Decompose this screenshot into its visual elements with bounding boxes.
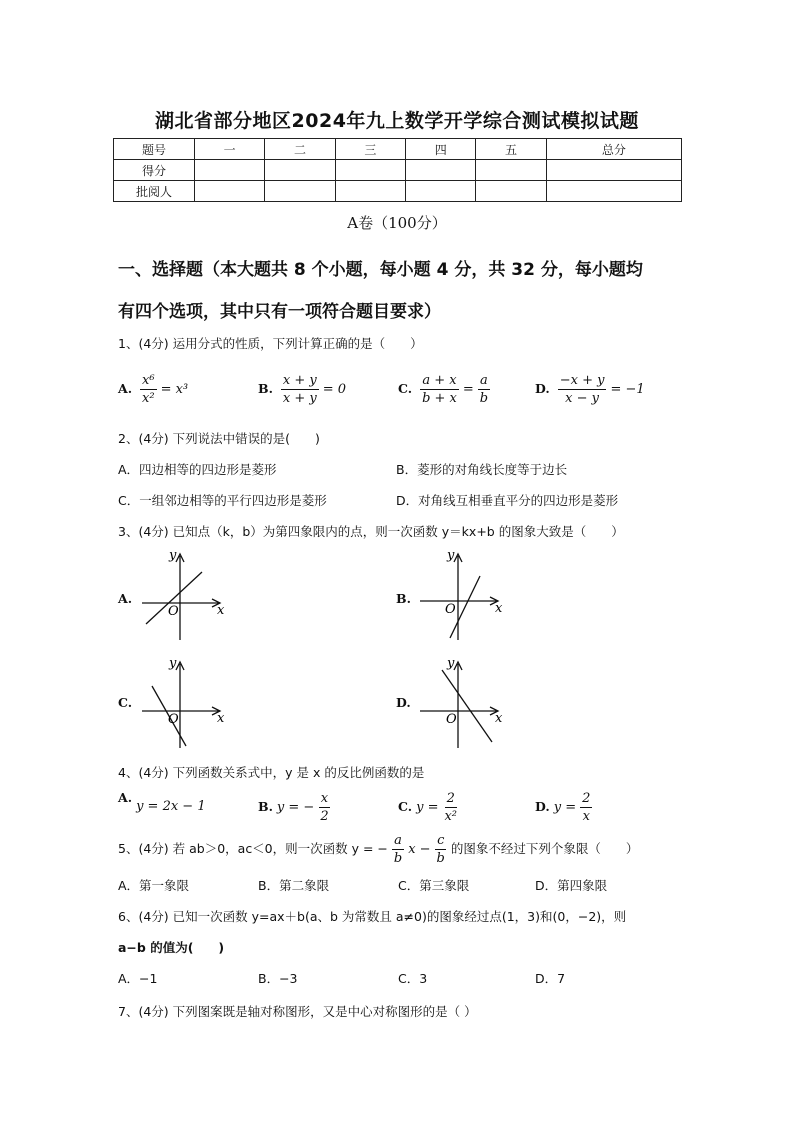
- score-cell[interactable]: [335, 160, 405, 181]
- score-table: [113, 138, 682, 202]
- q2-option-d[interactable]: D．对角线互相垂直平分的四边形是菱形: [396, 493, 619, 508]
- part1-title-cont: 有四个选项，其中只有一项符合题目要求）: [118, 302, 441, 322]
- score-row-label: 批阅人: [114, 181, 195, 202]
- fraction: $\frac{a + x}{b + x}$: [422, 373, 457, 406]
- q3-graph-d: [418, 656, 508, 748]
- q4-option-d[interactable]: D. y = $\frac{2}{x}$: [535, 791, 591, 824]
- q1-option-d[interactable]: [535, 372, 645, 407]
- q6-option-b[interactable]: B．−3: [258, 971, 298, 986]
- fraction: $\frac{\text{x⁶}}{\text{x²}}$: [142, 373, 155, 406]
- score-cell[interactable]: [546, 160, 681, 181]
- q1-option-a[interactable]: [118, 372, 188, 407]
- fraction: $\frac{a}{b}$: [479, 373, 489, 406]
- y-label: y: [169, 548, 177, 563]
- expression: = 0: [322, 382, 347, 397]
- score-cell[interactable]: [335, 181, 405, 202]
- score-cell[interactable]: [195, 160, 265, 181]
- q6-stem: 6、(4分) 已知一次函数 y=ax＋b(a、b 为常数且 a≠0)的图象经过点(1，3)和(0，−2)，则: [118, 909, 627, 924]
- score-cell[interactable]: [406, 160, 476, 181]
- score-table-row: [114, 160, 682, 181]
- q4-option-b[interactable]: B. y = − $\frac{x}{2}$: [258, 791, 329, 824]
- expression: = −1: [610, 382, 645, 397]
- svg-text:O: O: [168, 712, 179, 727]
- q3-option-a[interactable]: [118, 591, 136, 606]
- q3-graph-a: [140, 548, 230, 640]
- score-header-cell: 题号: [114, 139, 195, 160]
- score-cell[interactable]: [265, 160, 335, 181]
- q3-graph-b: [418, 548, 508, 640]
- score-cell[interactable]: [546, 181, 681, 202]
- score-row-label: 得分: [114, 160, 195, 181]
- score-cell[interactable]: [265, 181, 335, 202]
- svg-text:y: y: [169, 656, 177, 671]
- score-cell[interactable]: [406, 181, 476, 202]
- option-letter: B.: [258, 381, 273, 396]
- svg-text:x: x: [495, 711, 503, 726]
- svg-text:O: O: [446, 712, 457, 727]
- fraction: $\frac{x + y}{x + y}$: [282, 373, 317, 406]
- option-letter: A.: [118, 591, 133, 606]
- option-letter: B.: [396, 591, 411, 606]
- score-table-row: [114, 181, 682, 202]
- option-letter: C.: [118, 695, 133, 710]
- option-letter: C.: [398, 381, 413, 396]
- q3-graph-c: [140, 656, 230, 748]
- q1-stem: 1、(4分) 运用分式的性质，下列计算正确的是（ ）: [118, 336, 423, 351]
- q3-option-d[interactable]: [396, 695, 415, 710]
- q2-option-c[interactable]: C．一组邻边相等的平行四边形是菱形: [118, 493, 327, 508]
- option-letter: D.: [396, 695, 411, 710]
- q6-option-c[interactable]: C．3: [398, 971, 428, 986]
- svg-text:x: x: [495, 601, 503, 616]
- exam-title: 湖北省部分地区2024年九上数学开学综合测试模拟试题: [155, 110, 639, 132]
- q6-option-a[interactable]: A．−1: [118, 971, 158, 986]
- score-cell[interactable]: [195, 181, 265, 202]
- option-letter: D.: [535, 381, 550, 396]
- q5-option-d[interactable]: D．第四象限: [535, 878, 608, 893]
- score-header-cell: 二: [265, 139, 335, 160]
- score-table-header-row: [114, 139, 682, 160]
- score-header-cell: 总分: [546, 139, 681, 160]
- q6-option-d[interactable]: D．7: [535, 971, 566, 986]
- q2-option-a[interactable]: A．四边相等的四边形是菱形: [118, 462, 277, 477]
- q6-stem-cont: a−b 的值为( ): [118, 940, 225, 955]
- section-a-heading: A卷（100分）: [347, 214, 447, 232]
- q5-option-a[interactable]: A．第一象限: [118, 878, 190, 893]
- graph-line: [442, 670, 492, 742]
- q1-option-b[interactable]: [258, 372, 346, 407]
- q4-option-c[interactable]: C. y = $\frac{2}{\text{x²}}$: [398, 791, 457, 824]
- x-label: x: [217, 603, 225, 618]
- fraction: $\frac{-x + y}{x - y}$: [559, 373, 605, 406]
- q1-option-c[interactable]: C. $\frac{a + x}{b + x}$ = $\frac{a}{b}$: [398, 373, 489, 406]
- q3-option-c[interactable]: [118, 695, 136, 710]
- q2-option-b[interactable]: B．菱形的对角线长度等于边长: [396, 462, 568, 477]
- score-cell[interactable]: [476, 160, 546, 181]
- q7-stem: 7、(4分) 下列图案既是轴对称图形，又是中心对称图形的是（ ）: [118, 1004, 477, 1019]
- q3-stem: 3、(4分) 已知点（k，b）为第四象限内的点，则一次函数 y＝kx+b 的图象大致是（ ）: [118, 524, 624, 539]
- score-header-cell: 一: [195, 139, 265, 160]
- expression: = x³: [160, 382, 189, 397]
- q4-option-a[interactable]: A.y = 2x − 1: [118, 790, 206, 814]
- svg-text:O: O: [445, 602, 456, 617]
- q5-option-c[interactable]: C．第三象限: [398, 878, 470, 893]
- score-header-cell: 四: [406, 139, 476, 160]
- svg-text:y: y: [447, 656, 455, 671]
- q2-stem: 2、(4分) 下列说法中错误的是( ): [118, 431, 320, 446]
- q5-stem: 5、(4分) 若 ab＞0，ac＜0，则一次函数 y = − $\frac{a}{b}$ x − $\frac{c}{b}$ 的图象不经过下列个象限（ ）: [118, 833, 639, 866]
- score-header-cell: 三: [335, 139, 405, 160]
- option-letter: A.: [118, 381, 133, 396]
- score-cell[interactable]: [476, 181, 546, 202]
- origin-label: O: [168, 604, 179, 619]
- svg-text:y: y: [447, 548, 455, 563]
- q3-option-b[interactable]: [396, 591, 415, 606]
- svg-text:x: x: [217, 711, 225, 726]
- part1-title: 一、选择题（本大题共 8 个小题，每小题 4 分，共 32 分，每小题均: [118, 260, 643, 280]
- q4-stem: 4、(4分) 下列函数关系式中，y 是 x 的反比例函数的是: [118, 765, 425, 780]
- q5-option-b[interactable]: B．第二象限: [258, 878, 330, 893]
- score-header-cell: 五: [476, 139, 546, 160]
